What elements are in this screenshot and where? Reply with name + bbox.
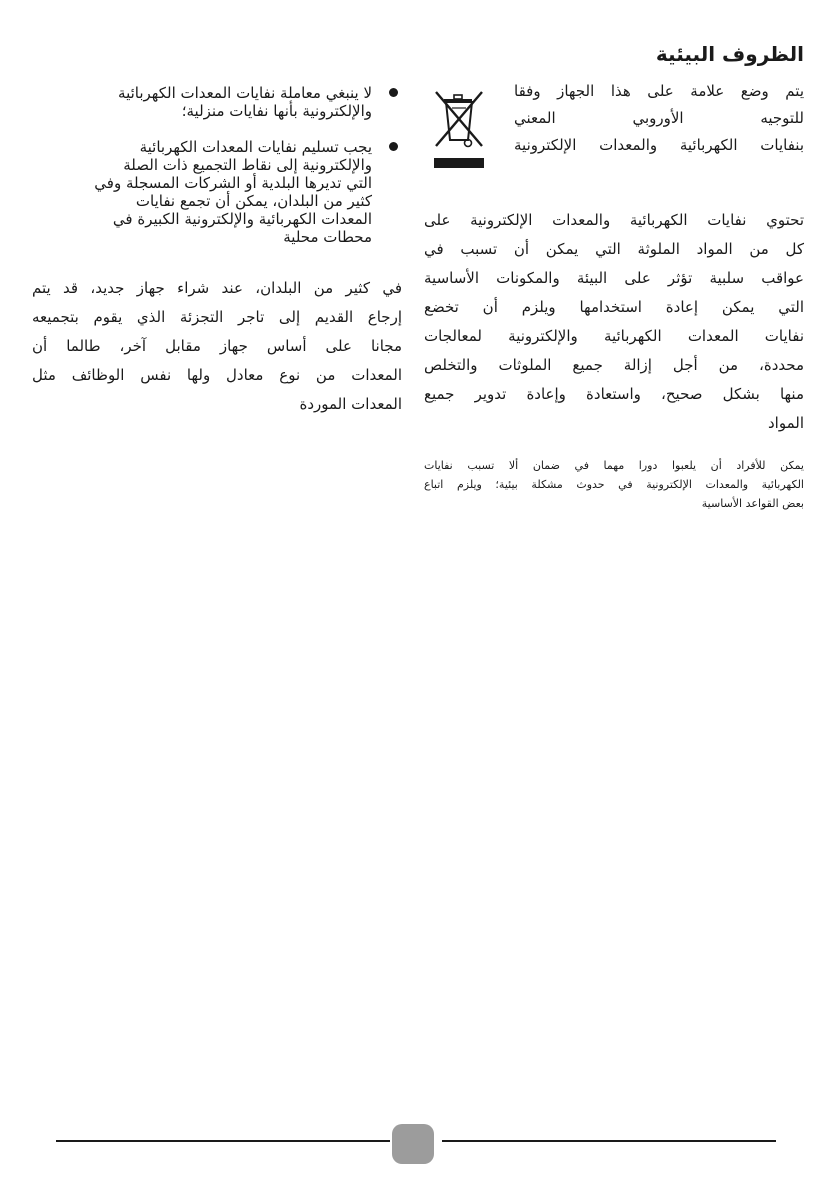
list-item-line: يجب تسليم نفايات المعدات الكهربائية [139, 138, 372, 156]
bullet-icon [389, 142, 398, 151]
take-back-paragraph [32, 274, 402, 419]
bullet-icon [389, 88, 398, 97]
weee-explanation [424, 206, 804, 438]
paragraph-line: التي يمكن إعادة استخدامها ويلزم أن تخضع [424, 298, 804, 316]
list-item-line: محطات محلية [283, 228, 372, 246]
rules-list [32, 84, 402, 246]
paragraph-line: كل من المواد الملوثة التي يمكن أن تسبب في [424, 240, 804, 258]
list-item [32, 138, 402, 246]
page-number-badge [392, 1124, 434, 1164]
left-column [32, 84, 402, 419]
note-line: الكهربائية والمعدات الإلكترونية في حدوث مشكلة بيئية؛ ويلزم اتباع [424, 478, 804, 491]
list-item-line: والإلكترونية بأنها نفايات منزلية؛ [181, 102, 372, 120]
footer-rule-left [56, 1140, 390, 1142]
crossed-out-wheelie-bin-icon [432, 90, 486, 172]
paragraph-line: منها بشكل صحيح، واستعادة وإعادة تدوير جميع [424, 385, 804, 403]
weee-line: بنفايات الكهربائية والمعدات الإلكترونية [514, 136, 804, 154]
paragraph-line: عواقب سلبية تؤثر على البيئة والمكونات الأساسية [424, 269, 804, 287]
paragraph-line: إرجاع القديم إلى تاجر التجزئة الذي يقوم بتجميعه [32, 308, 402, 326]
list-item-line: المعدات الكهربائية والإلكترونية الكبيرة في [112, 210, 372, 228]
list-item-line: التي تديرها البلدية أو الشركات المسجلة وفي [94, 174, 372, 192]
list-item-line: كثير من البلدان، يمكن أن تجمع نفايات [135, 192, 372, 210]
section-title: الظروف البيئية [655, 42, 804, 66]
individuals-note [424, 456, 804, 513]
weee-line: للتوجيه الأوروبي المعني [514, 109, 804, 127]
paragraph-line: المعدات من نوع معادل ولها نفس الوظائف مثل [32, 366, 402, 384]
paragraph-line: في كثير من البلدان، عند شراء جهاز جديد، قد يتم [32, 279, 402, 297]
paragraph-line: المواد [767, 414, 804, 432]
weee-line: يتم وضع علامة على هذا الجهاز وفقا [514, 82, 804, 100]
list-item-line: والإلكترونية إلى نقاط التجميع ذات الصلة [123, 156, 372, 174]
weee-notice [424, 78, 804, 178]
footer-rule-right [442, 1140, 776, 1142]
list-item [32, 84, 402, 120]
paragraph-line: مجانا على أساس جهاز مقابل آخر، طالما أن [32, 337, 402, 355]
paragraph-line: نفايات المعدات الكهربائية والإلكترونية لمعالجات [424, 327, 804, 345]
note-line: بعض القواعد الأساسية [701, 497, 804, 510]
list-item-line: لا ينبغي معاملة نفايات المعدات الكهربائية [118, 84, 372, 102]
note-line: يمكن للأفراد أن يلعبوا دورا مهما في ضمان ألا تسبب نفايات [424, 459, 804, 472]
paragraph-line: تحتوي نفايات الكهربائية والمعدات الإلكترونية على [424, 211, 804, 229]
right-column [424, 40, 804, 513]
paragraph-line: محددة، من أجل إزالة جميع الملوثات والتخلص [424, 356, 804, 374]
weee-text [514, 78, 804, 159]
paragraph-line: المعدات الموردة [299, 395, 402, 413]
